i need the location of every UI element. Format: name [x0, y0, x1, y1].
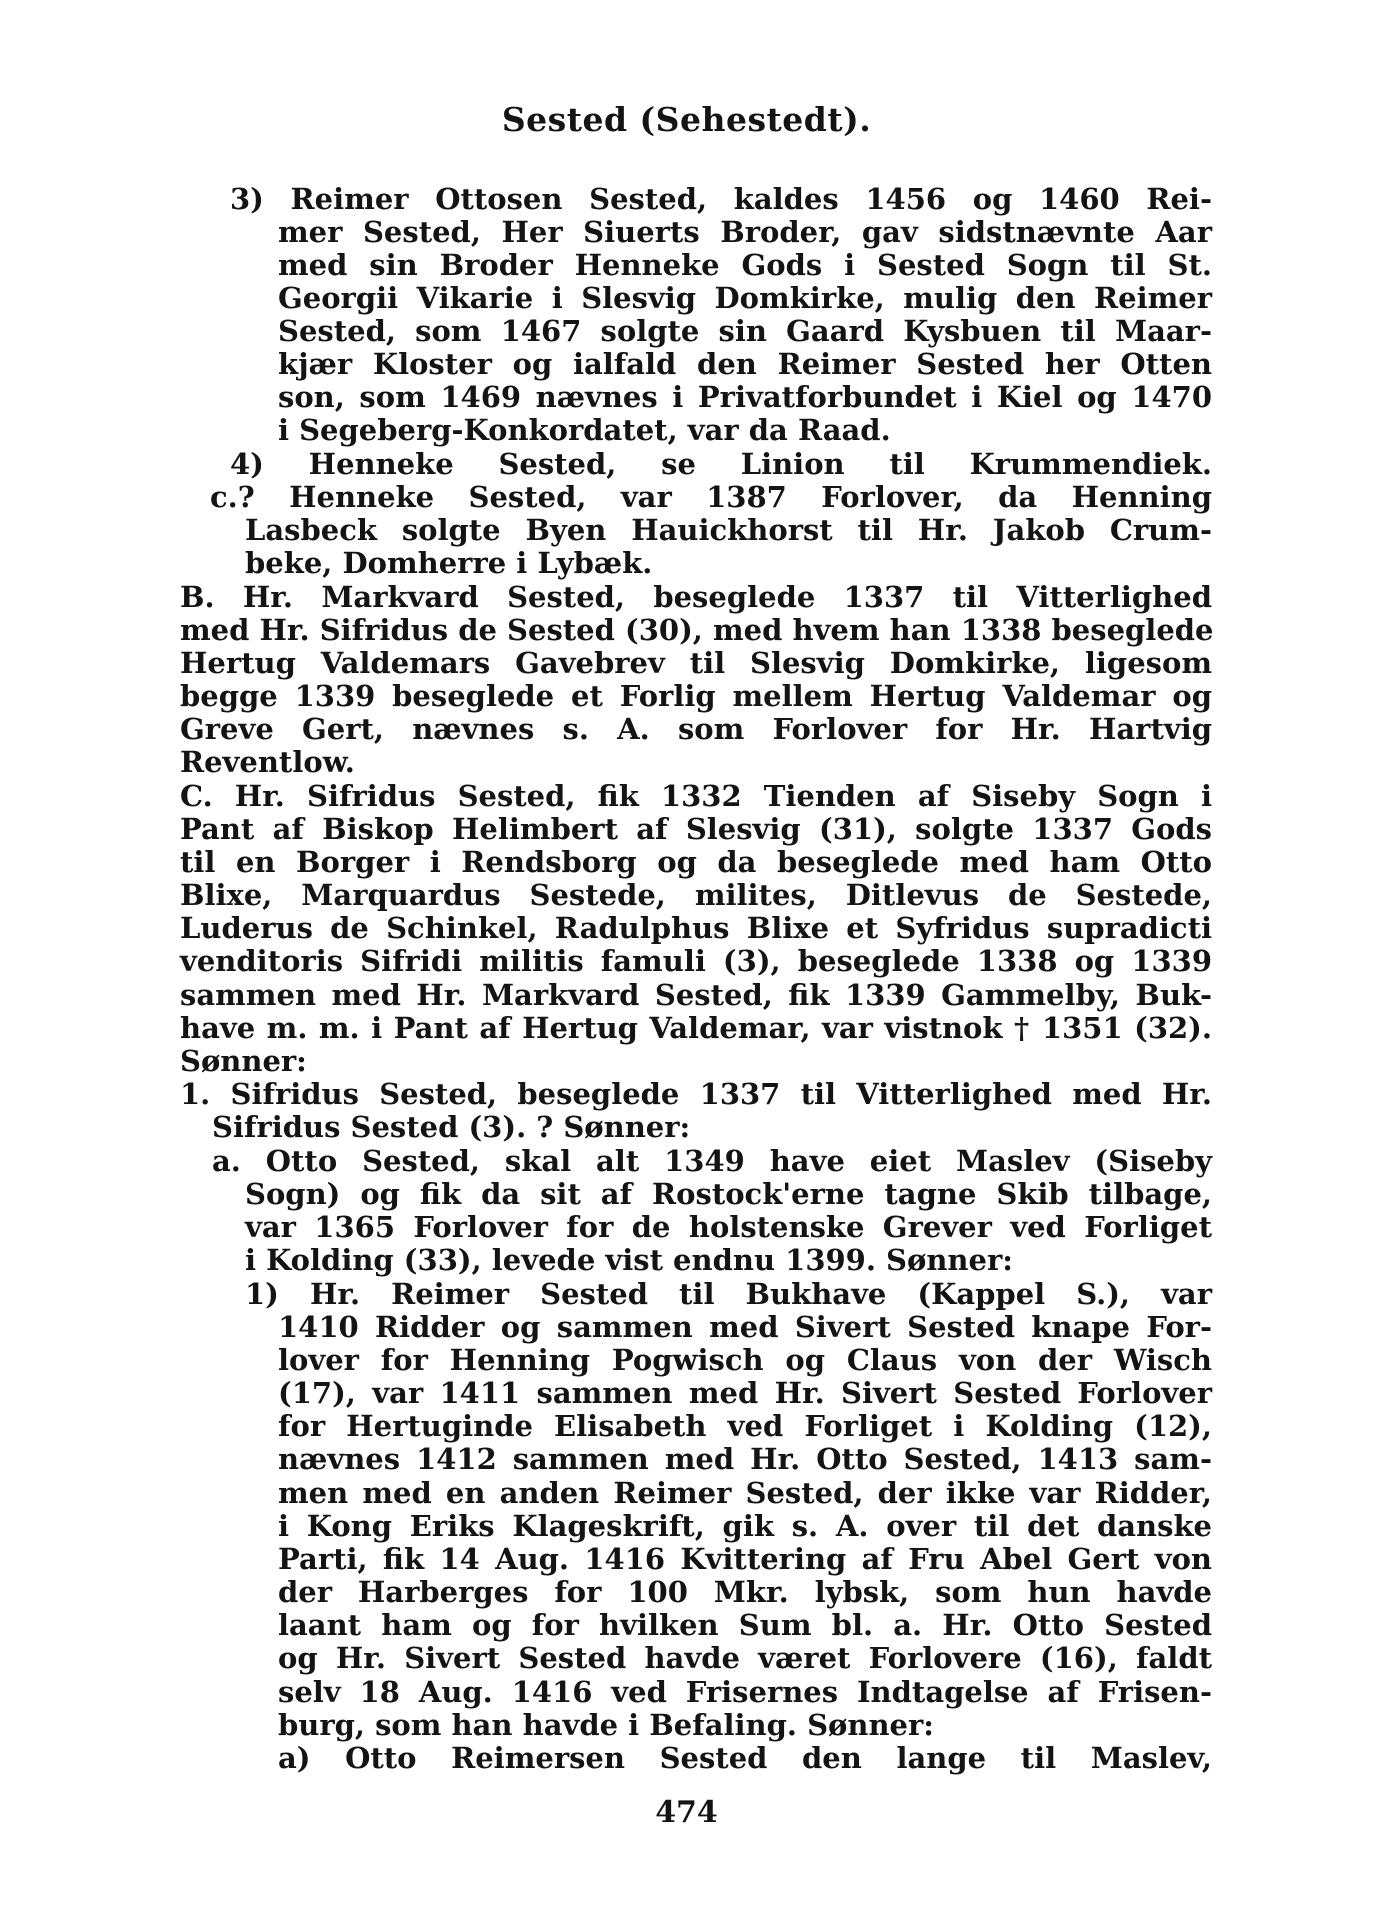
text-line: a) Otto Reimersen Sested den lange til Maslev,	[278, 1741, 1212, 1775]
text-line: med Hr. Sifridus de Sested (30), med hvem han 1338 beseglede	[180, 613, 1214, 647]
text-line: Lasbeck solgte Byen Hauickhorst til Hr. Jakob Crum-	[245, 513, 1212, 547]
text-line: Luderus de Schinkel, Radulphus Blixe et Syfridus supradicti	[180, 911, 1212, 945]
text-line: (17), var 1411 sammen med Hr. Sivert Sested Forlover	[278, 1376, 1212, 1410]
text-line: Greve Gert, nævnes s. A. som Forlover for Hr. Hartvig	[180, 712, 1212, 746]
text-line: burg, som han havde i Befaling. Sønner:	[278, 1708, 934, 1742]
text-line: i Kong Eriks Klageskrift, gik s. A. over til det danske	[278, 1509, 1212, 1543]
page-number: 474	[655, 1795, 718, 1830]
text-line: mer Sested, Her Siuerts Broder, gav sidstnævnte Aar	[278, 215, 1212, 249]
text-line: og Hr. Sivert Sested havde været Forlovere (16), faldt	[278, 1641, 1212, 1675]
text-line: Georgii Vikarie i Slesvig Domkirke, mulig den Reimer	[278, 281, 1212, 315]
text-line: laant ham og for hvilken Sum bl. a. Hr. Otto Sested	[278, 1608, 1212, 1642]
text-line: Parti, fik 14 Aug. 1416 Kvittering af Fru Abel Gert von	[278, 1542, 1212, 1576]
text-line: Sifridus Sested (3). ? Sønner:	[212, 1110, 691, 1144]
text-line: i Kolding (33), levede vist endnu 1399. Sønner:	[245, 1243, 1013, 1277]
text-line: 1) Hr. Reimer Sested til Bukhave (Kappel S.), var	[245, 1277, 1212, 1311]
text-line: i Segeberg-Konkordatet, var da Raad.	[278, 413, 891, 447]
text-line: begge 1339 beseglede et Forlig mellem Hertug Valdemar og	[180, 679, 1212, 713]
text-line: 1410 Ridder og sammen med Sivert Sested knape For-	[278, 1310, 1212, 1344]
text-line: Sogn) og fik da sit af Rostock'erne tagne Skib tilbage,	[245, 1177, 1212, 1211]
page-header-title: Sested (Sehestedt).	[501, 100, 872, 139]
text-line: venditoris Sifridi militis famuli (3), beseglede 1338 og 1339	[180, 944, 1212, 978]
text-line: Pant af Biskop Helimbert af Slesvig (31), solgte 1337 Gods	[180, 812, 1212, 846]
text-line: Hertug Valdemars Gavebrev til Slesvig Domkirke, ligesom	[180, 646, 1212, 680]
text-line: C. Hr. Sifridus Sested, fik 1332 Tienden af Siseby Sogn i	[180, 779, 1212, 813]
text-line: der Harberges for 100 Mkr. lybsk, som hun havde	[278, 1575, 1212, 1609]
text-line: 4) Henneke Sested, se Linion til Krummendiek.	[230, 447, 1212, 481]
text-line: Sested, som 1467 solgte sin Gaard Kysbuen til Maar-	[278, 314, 1212, 348]
text-line: Blixe, Marquardus Sestede, milites, Ditlevus de Sestede,	[180, 878, 1212, 912]
text-line: Reventlow.	[180, 745, 355, 779]
text-line: nævnes 1412 sammen med Hr. Otto Sested, 1413 sam-	[278, 1442, 1212, 1476]
text-line: Sønner:	[180, 1044, 307, 1078]
text-line: var 1365 Forlover for de holstenske Grever ved Forliget	[245, 1210, 1212, 1244]
text-line: med sin Broder Henneke Gods i Sested Sogn til St.	[278, 248, 1212, 282]
text-line: selv 18 Aug. 1416 ved Frisernes Indtagelse af Frisen-	[278, 1675, 1212, 1709]
text-line: son, som 1469 nævnes i Privatforbundet i Kiel og 1470	[278, 380, 1212, 414]
text-line: have m. m. i Pant af Hertug Valdemar, var vistnok † 1351 (32).	[180, 1011, 1212, 1045]
text-line: til en Borger i Rendsborg og da beseglede med ham Otto	[180, 845, 1212, 879]
text-line: kjær Kloster og ialfald den Reimer Sested her Otten	[278, 347, 1212, 381]
text-line: lover for Henning Pogwisch og Claus von der Wisch	[278, 1343, 1212, 1377]
text-line: sammen med Hr. Markvard Sested, fik 1339 Gammelby, Buk-	[180, 978, 1212, 1012]
text-line: 1. Sifridus Sested, beseglede 1337 til Vitterlighed med Hr.	[180, 1077, 1212, 1111]
text-line: beke, Domherre i Lybæk.	[245, 546, 653, 580]
text-line: c.? Henneke Sested, var 1387 Forlover, da Henning	[210, 480, 1212, 514]
text-line: B. Hr. Markvard Sested, beseglede 1337 til Vitterlighed	[180, 580, 1212, 614]
text-line: a. Otto Sested, skal alt 1349 have eiet Maslev (Siseby	[212, 1144, 1212, 1178]
text-line: for Hertuginde Elisabeth ved Forliget i Kolding (12),	[278, 1409, 1212, 1443]
text-line: 3) Reimer Ottosen Sested, kaldes 1456 og 1460 Rei-	[230, 182, 1212, 216]
text-line: men med en anden Reimer Sested, der ikke var Ridder,	[278, 1476, 1212, 1510]
